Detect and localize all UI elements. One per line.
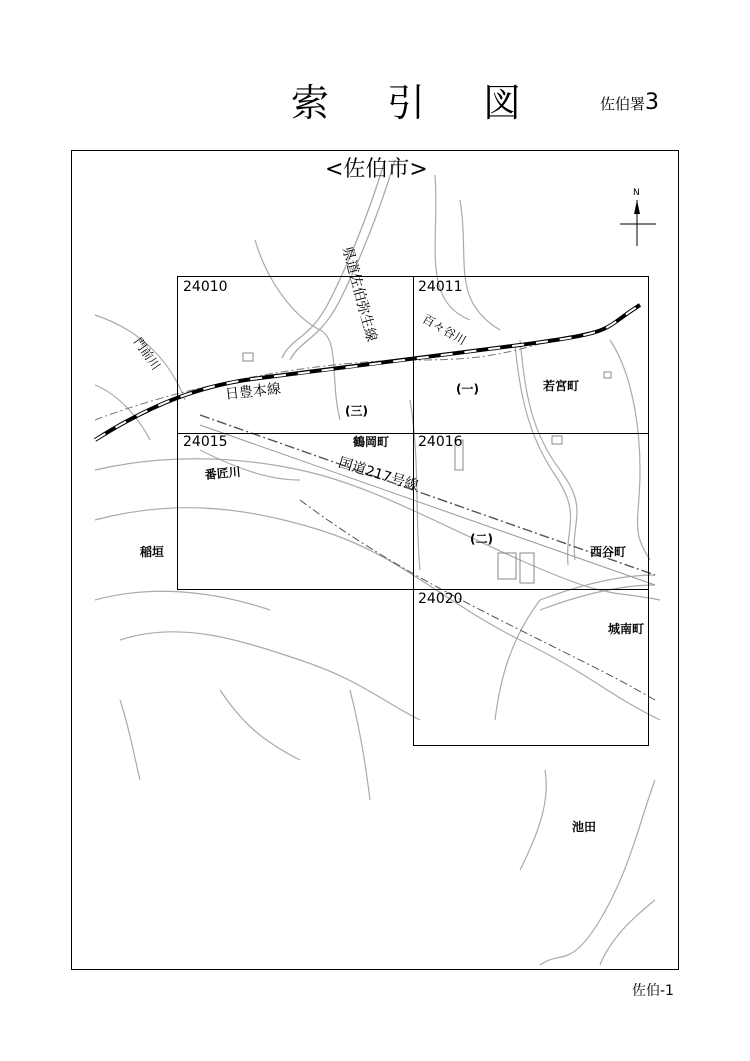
sheet-24011[interactable] bbox=[413, 276, 649, 434]
label-river-bansho: 番匠川 bbox=[204, 464, 242, 482]
north-arrow-icon bbox=[618, 188, 658, 248]
north-label: N bbox=[633, 188, 640, 198]
label-river-momo: 百々谷川 bbox=[420, 311, 469, 348]
label-rail-nippo: 日豊本線 bbox=[224, 381, 282, 403]
sheet-24016[interactable] bbox=[413, 433, 649, 590]
sheet-id-24015: 24015 bbox=[183, 434, 228, 450]
station-number: 3 bbox=[645, 90, 660, 115]
sheet-24015[interactable] bbox=[177, 433, 414, 590]
station-name: 佐伯署 bbox=[600, 95, 646, 113]
title-char-2: 引 bbox=[386, 81, 425, 125]
sheet-id-24020: 24020 bbox=[418, 591, 463, 607]
page-reference: 佐伯-1 bbox=[632, 983, 674, 999]
label-area-two: (二) bbox=[470, 532, 493, 546]
title-char-3: 図 bbox=[482, 81, 521, 125]
label-place-inagaki: 稲垣 bbox=[140, 545, 165, 559]
sheet-id-24010: 24010 bbox=[183, 279, 228, 295]
title-char-1: 索 bbox=[290, 81, 329, 125]
label-area-one: (一) bbox=[456, 382, 479, 396]
label-route-national: 国道217号線 bbox=[336, 454, 421, 495]
label-town-wakamiya: 若宮町 bbox=[543, 379, 580, 393]
city-label: <佐伯市> bbox=[325, 157, 428, 182]
label-town-tsuruoka: 鶴岡町 bbox=[353, 435, 390, 449]
label-place-ikeda: 池田 bbox=[572, 820, 597, 834]
label-area-three: (三) bbox=[345, 404, 368, 418]
label-route-prefectural: 県道佐伯弥生線 bbox=[338, 244, 380, 344]
sheet-24010[interactable] bbox=[177, 276, 414, 434]
label-river-monzen: 門前川 bbox=[130, 335, 164, 373]
label-town-nishitani: 西谷町 bbox=[590, 545, 627, 559]
sheet-id-24016: 24016 bbox=[418, 434, 463, 450]
sheet-24020[interactable] bbox=[413, 589, 649, 746]
label-town-jonan: 城南町 bbox=[608, 622, 645, 636]
sheet-id-24011: 24011 bbox=[418, 279, 463, 295]
